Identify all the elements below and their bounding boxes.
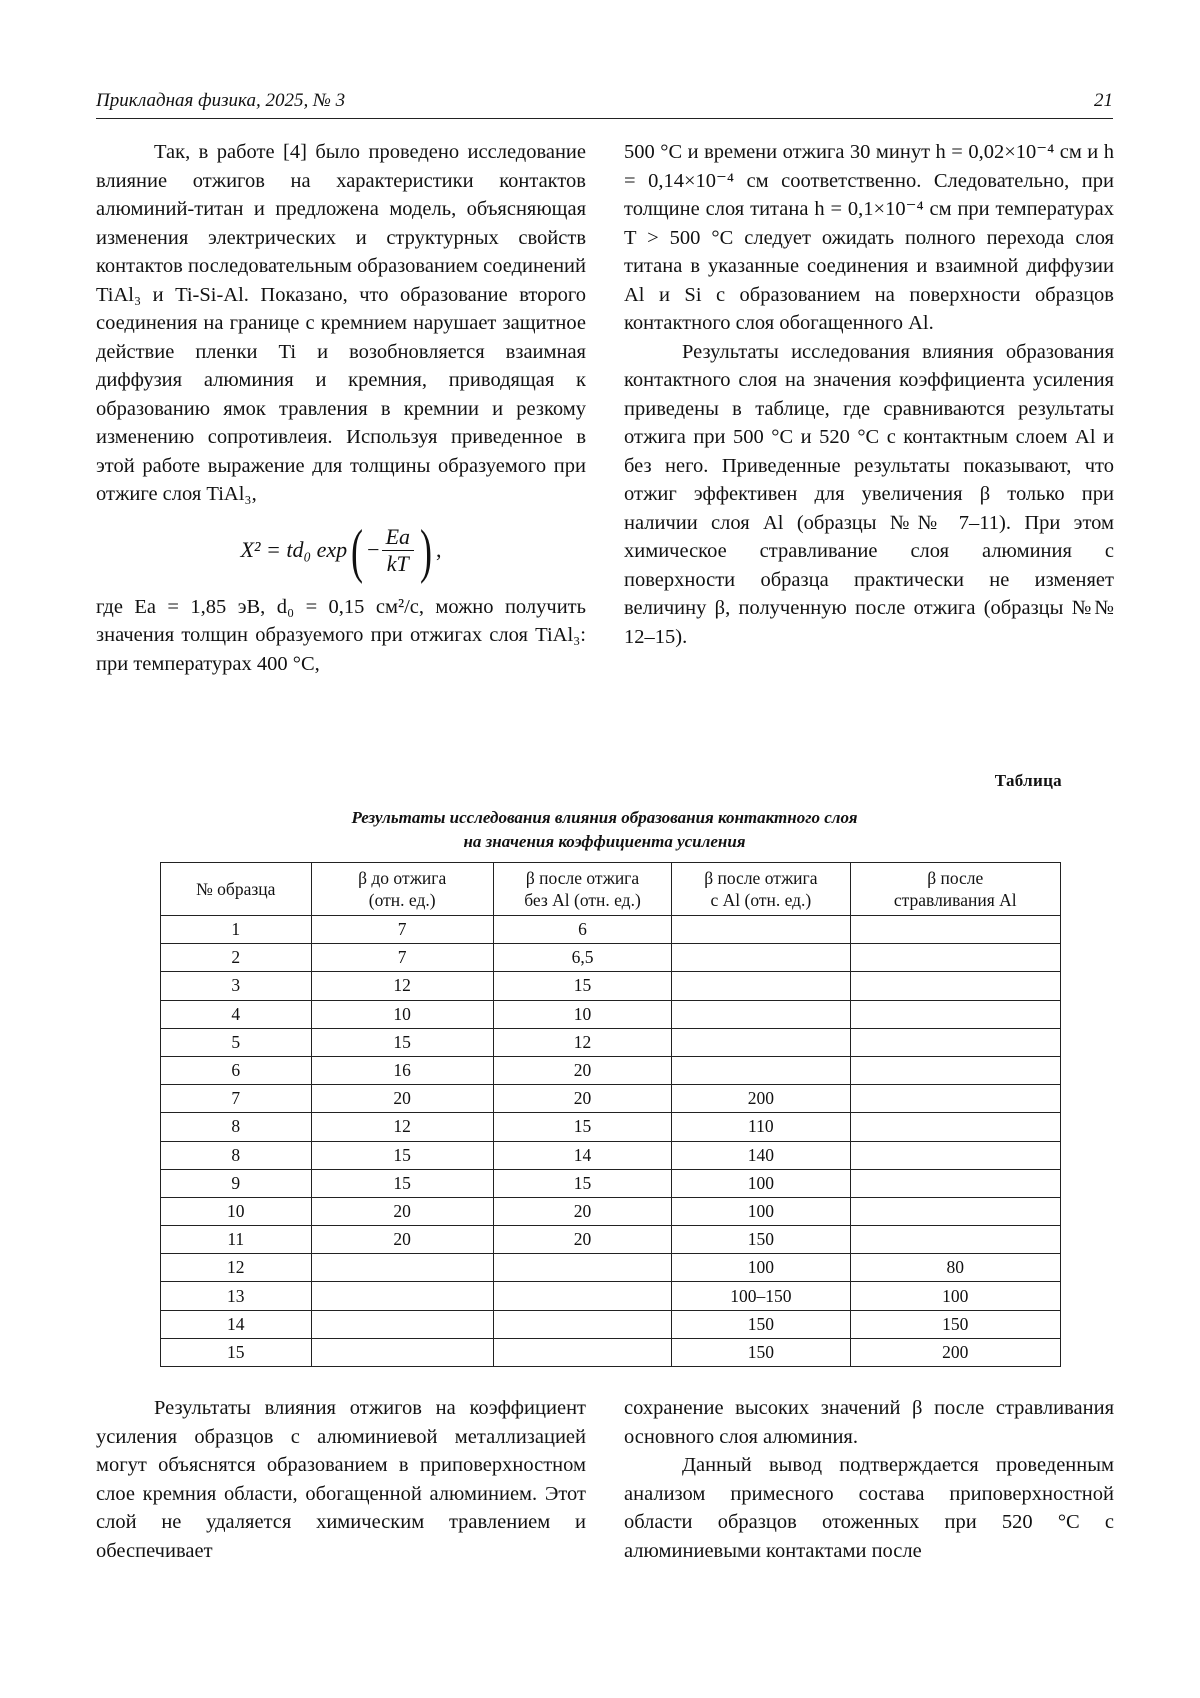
right-paren: )	[420, 517, 433, 584]
table-label: Таблица	[994, 771, 1062, 790]
table-row	[161, 1310, 1061, 1338]
table-cell: 2	[161, 944, 312, 972]
table-cell: 100	[850, 1282, 1060, 1310]
table-cell	[850, 1197, 1060, 1225]
table-cell: 5	[161, 1028, 312, 1056]
table-row	[161, 1254, 1061, 1282]
table-row	[161, 972, 1061, 1000]
table-cell	[672, 916, 850, 944]
fraction-denominator: kT	[386, 551, 409, 576]
table-cell	[672, 1028, 850, 1056]
formula	[96, 511, 586, 591]
table-cell	[850, 916, 1060, 944]
formula-lhs: X² = td₀ exp	[240, 537, 348, 563]
table-cell: 15	[311, 1141, 493, 1169]
table-cell	[493, 1310, 671, 1338]
table-cell: 100	[672, 1169, 850, 1197]
table-cell: 1	[161, 916, 312, 944]
results-table	[160, 862, 1061, 1367]
table-cell	[850, 1056, 1060, 1084]
table-cell: 20	[311, 1226, 493, 1254]
paragraph: Так, в работе [4] было проведено исследование влияние отжигов на характеристики контактов алюминий-титан и предложена модель, объясняющая изменения электрических и структурных свойств контактов последовательным образованием соединений TiAl₃ и Ti-Si-Al. Показано, что образование второго соединения на границе с кремнием нарушает защитное действие пленки Ti и возобновляется взаимная диффузия алюминия и кремния, приводящая к образованию ямок травления в кремнии и резкому изменению сопротивлеия. Используя приведенное в этой работе выражение для толщины образуемого при отжиге слоя TiAl₃,	[96, 141, 586, 505]
table-cell: 9	[161, 1169, 312, 1197]
table-cell: 20	[311, 1197, 493, 1225]
table-cell: 100	[672, 1197, 850, 1225]
table-cell	[850, 1226, 1060, 1254]
table-cell: 12	[493, 1028, 671, 1056]
table-cell: 7	[311, 944, 493, 972]
header-cell: β после стравливания Al	[850, 863, 1060, 916]
table-cell: 10	[311, 1000, 493, 1028]
table-cell	[850, 1028, 1060, 1056]
table-cell: 16	[311, 1056, 493, 1084]
table-cell: 100–150	[672, 1282, 850, 1310]
formula-fraction	[382, 524, 414, 577]
table-cell: 10	[161, 1197, 312, 1225]
table-cell: 8	[161, 1113, 312, 1141]
fraction-numerator: Ea	[382, 524, 414, 551]
table-row	[161, 1028, 1061, 1056]
table-cell: 15	[311, 1028, 493, 1056]
table-cell: 6,5	[493, 944, 671, 972]
table-cell: 20	[493, 1197, 671, 1225]
paragraph: Результаты исследования влияния образования контактного слоя на значения коэффициента усиления приведены в таблице, где сравниваются результаты отжига при 500 °С и 520 °С с контактным слоем Al и без него. Приведенные результаты показывают, что отжиг эффективен для увеличения β только при наличии слоя Al (образцы №№ 7–11). При этом химическое стравливание слоя алюминия с поверхности образца практически не изменяет величину β, полученную после отжига (образцы №№ 12–15).	[624, 340, 1114, 648]
table-cell	[493, 1338, 671, 1366]
table-cell	[311, 1282, 493, 1310]
table-cell: 6	[161, 1056, 312, 1084]
formula-minus: −	[367, 537, 380, 563]
table-header-row	[161, 863, 1061, 916]
table-cell	[672, 1000, 850, 1028]
table-title	[146, 806, 1063, 854]
table-cell: 7	[161, 1085, 312, 1113]
table-cell: 11	[161, 1226, 312, 1254]
table-row	[161, 1000, 1061, 1028]
table-cell: 150	[672, 1338, 850, 1366]
table-cell: 13	[161, 1282, 312, 1310]
table-cell: 12	[161, 1254, 312, 1282]
table-cell: 20	[493, 1056, 671, 1084]
formula-tail: ,	[436, 537, 442, 563]
table-cell	[672, 944, 850, 972]
paragraph: где Ea = 1,85 эВ, d₀ = 0,15 см²/с, можно получить значения толщин образуемого при отжигах слоя TiAl₃: при температурах 400 °С,	[96, 595, 586, 675]
table-cell: 100	[672, 1254, 850, 1282]
table-cell	[311, 1310, 493, 1338]
table-row	[161, 1282, 1061, 1310]
table-cell	[850, 1141, 1060, 1169]
table-cell: 4	[161, 1000, 312, 1028]
page-number: 21	[1094, 90, 1113, 111]
table-row	[161, 944, 1061, 972]
table-cell: 12	[311, 1113, 493, 1141]
table-cell: 150	[672, 1310, 850, 1338]
running-header	[96, 90, 1113, 119]
table-cell	[850, 1085, 1060, 1113]
table-cell: 15	[311, 1169, 493, 1197]
table-row	[161, 1226, 1061, 1254]
table-cell: 7	[311, 916, 493, 944]
header-cell: β до отжига (отн. ед.)	[311, 863, 493, 916]
table-cell: 150	[850, 1310, 1060, 1338]
table-row	[161, 1056, 1061, 1084]
table-cell: 140	[672, 1141, 850, 1169]
table-cell: 15	[493, 1113, 671, 1141]
table-cell: 10	[493, 1000, 671, 1028]
left-column-top	[96, 138, 586, 678]
table-cell: 6	[493, 916, 671, 944]
table-row	[161, 916, 1061, 944]
right-column-bottom	[624, 1394, 1114, 1565]
table-cell	[850, 944, 1060, 972]
paragraph: сохранение высоких значений β после стравливания основного слоя алюминия.	[624, 1397, 1114, 1448]
table-cell	[850, 1113, 1060, 1141]
table-row	[161, 1338, 1061, 1366]
paragraph: 500 °С и времени отжига 30 минут h = 0,02×10⁻⁴ см и h = 0,14×10⁻⁴ см соответственно. Следовательно, при толщине слоя титана h = 0,1×10⁻⁴ см при температурах T > 500 °С следует ожидать полного перехода слоя титана в указанные соединения и взаимной диффузии Al и Si с образованием на поверхности образцов контактного слоя обогащенного Al.	[624, 141, 1114, 334]
table-cell	[672, 1056, 850, 1084]
table-cell	[850, 1169, 1060, 1197]
table-cell: 150	[672, 1226, 850, 1254]
table-cell	[850, 1000, 1060, 1028]
table-row	[161, 1113, 1061, 1141]
table-cell: 14	[493, 1141, 671, 1169]
header-cell: β после отжига без Al (отн. ед.)	[493, 863, 671, 916]
table-cell: 8	[161, 1141, 312, 1169]
table-row	[161, 1197, 1061, 1225]
left-column-bottom	[96, 1394, 586, 1565]
table-row	[161, 1085, 1061, 1113]
left-paren: (	[351, 517, 364, 584]
table-title-line: Результаты исследования влияния образования контактного слоя	[351, 808, 858, 827]
table-cell	[311, 1338, 493, 1366]
table-cell	[311, 1254, 493, 1282]
table-row	[161, 1141, 1061, 1169]
table-cell: 15	[161, 1338, 312, 1366]
table-cell: 14	[161, 1310, 312, 1338]
table-cell	[493, 1254, 671, 1282]
table-body	[161, 916, 1061, 1367]
table-cell: 20	[311, 1085, 493, 1113]
right-column-top	[624, 138, 1114, 651]
table-cell: 110	[672, 1113, 850, 1141]
table-cell: 20	[493, 1226, 671, 1254]
paragraph: Данный вывод подтверждается проведенным анализом примесного состава приповерхностной области образцов отоженных при 520 °С с алюминиевыми контактами после	[624, 1454, 1114, 1562]
table-cell	[493, 1282, 671, 1310]
journal-title: Прикладная физика, 2025, № 3	[96, 90, 346, 111]
header-cell: № образца	[161, 863, 312, 916]
table-title-line: на значения коэффициента усиления	[463, 832, 746, 851]
table-cell: 200	[850, 1338, 1060, 1366]
table-row	[161, 1169, 1061, 1197]
header-cell: β после отжига с Al (отн. ед.)	[672, 863, 850, 916]
table-cell: 200	[672, 1085, 850, 1113]
table-cell: 20	[493, 1085, 671, 1113]
table-cell	[850, 972, 1060, 1000]
table-cell	[672, 972, 850, 1000]
paragraph: Результаты влияния отжигов на коэффициент усиления образцов с алюминиевой металлизацией могут объяснятся образованием в приповерхностном слое кремния области, обогащенной алюминием. Этот слой не удаляется химическим травлением и обеспечивает	[96, 1397, 586, 1562]
table-cell: 15	[493, 1169, 671, 1197]
table-cell: 80	[850, 1254, 1060, 1282]
table-cell: 12	[311, 972, 493, 1000]
table-cell: 3	[161, 972, 312, 1000]
table-cell: 15	[493, 972, 671, 1000]
